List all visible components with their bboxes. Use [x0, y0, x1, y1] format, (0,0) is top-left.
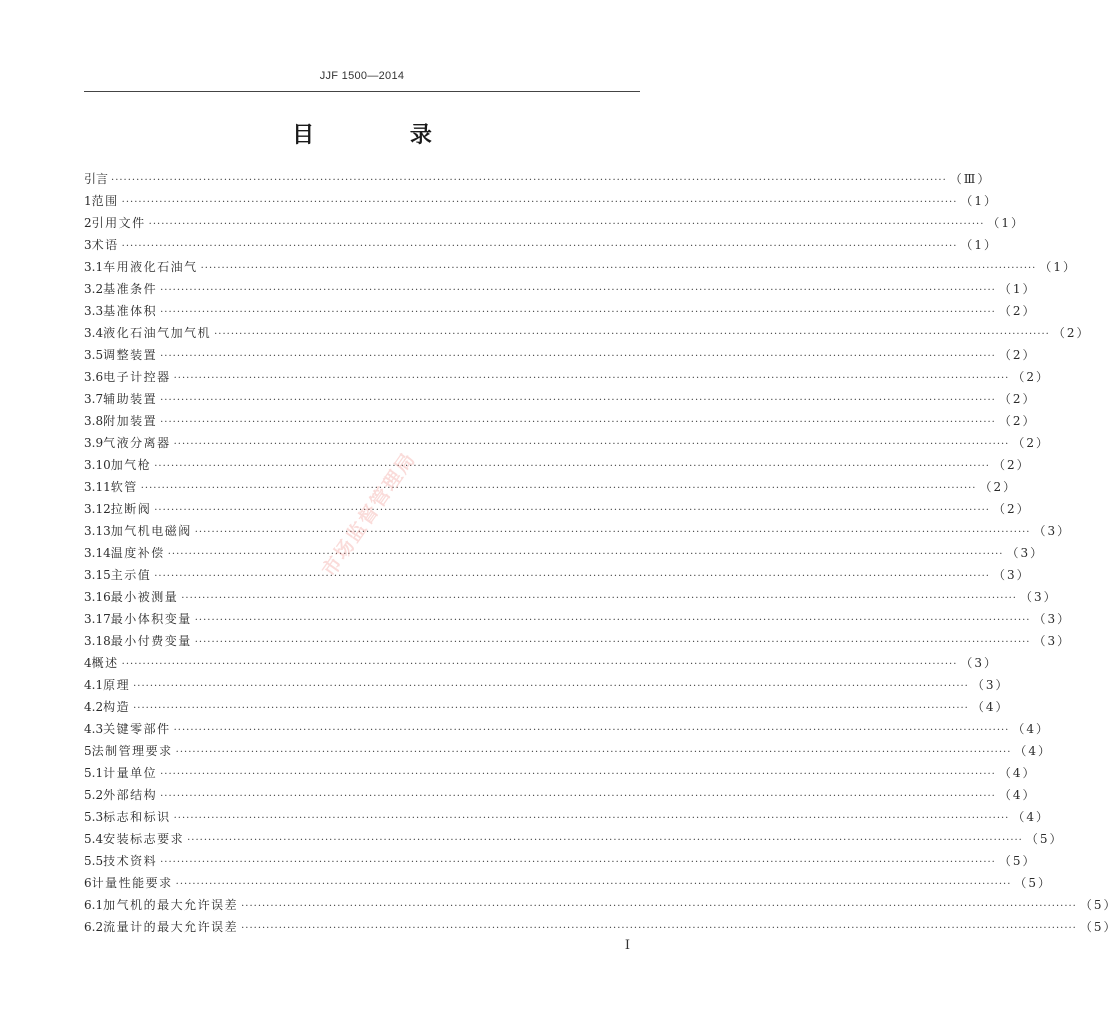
- toc-entry-number: 5.3: [84, 810, 104, 824]
- toc-entry-page: （1）: [998, 282, 1037, 296]
- toc-entry-number: 3.7: [84, 392, 104, 406]
- toc-entry: [84, 850, 1037, 872]
- toc-entry-number: 5.4: [84, 832, 104, 846]
- toc-entry-number: 5.2: [84, 788, 104, 802]
- toc-entry: [84, 168, 992, 190]
- toc-entry: [84, 410, 1037, 432]
- toc-leader-dots: ········································································································································································································: [173, 813, 1010, 824]
- toc-entry-page: （2）: [1052, 326, 1091, 340]
- toc-entry: [84, 564, 1031, 586]
- toc-entry-number: 3.16: [84, 590, 111, 604]
- toc-entry-label: 附加装置: [103, 414, 158, 428]
- toc-entry: [84, 366, 1050, 388]
- toc-leader-dots: ········································································································································································································: [154, 571, 990, 582]
- toc-entry-page: （1）: [960, 238, 999, 252]
- toc-entry: [84, 256, 1077, 278]
- toc-entry-page: （2）: [998, 348, 1037, 362]
- toc-entry-number: 3.5: [84, 348, 104, 362]
- toc-entry-label: 气液分离器: [103, 436, 171, 450]
- toc-entry-label: 流量计的最大允许误差: [103, 920, 239, 934]
- toc-leader-dots: ········································································································································································································: [140, 483, 977, 494]
- toc-leader-dots: ········································································································································································································: [173, 373, 1010, 384]
- toc-entry: [84, 388, 1037, 410]
- toc-entry: [84, 784, 1037, 806]
- toc-entry: [84, 454, 1031, 476]
- toc-leader-dots: ········································································································································································································: [111, 175, 947, 186]
- toc-entry-label: 标志和标识: [103, 810, 171, 824]
- toc-entry-number: 3.1: [84, 260, 104, 274]
- toc-entry-label: 概述: [91, 656, 119, 670]
- toc-entry: [84, 190, 999, 212]
- toc-leader-dots: ········································································································································································································: [160, 307, 996, 318]
- toc-entry-number: 6.2: [84, 920, 104, 934]
- toc-leader-dots: ········································································································································································································: [160, 769, 996, 780]
- toc-entry: [84, 872, 1053, 894]
- toc-leader-dots: ········································································································································································································: [154, 461, 990, 472]
- toc-entry: [84, 586, 1058, 608]
- toc-entry-page: （5）: [1014, 876, 1053, 890]
- toc-leader-dots: ········································································································································································································: [194, 527, 1031, 538]
- toc-entry: [84, 674, 1010, 696]
- toc-leader-dots: ········································································································································································································: [194, 615, 1031, 626]
- toc-entry-page: （3）: [1033, 634, 1072, 648]
- toc-entry: [84, 696, 1010, 718]
- toc-leader-dots: ········································································································································································································: [121, 197, 958, 208]
- toc-entry: [84, 652, 999, 674]
- toc-entry-page: （2）: [998, 304, 1037, 318]
- toc-entry-label: 原理: [103, 678, 131, 692]
- page-title: 目 录: [292, 122, 476, 148]
- toc-entry-page: （Ⅲ）: [949, 172, 992, 186]
- toc-entry: [84, 630, 1072, 652]
- toc-entry: [84, 300, 1037, 322]
- toc-entry-page: （4）: [998, 766, 1037, 780]
- toc-entry-page: （3）: [1019, 590, 1058, 604]
- toc-entry-number: 3.6: [84, 370, 104, 384]
- toc-entry-number: 3: [84, 238, 92, 252]
- toc-entry-page: （2）: [1012, 370, 1050, 384]
- toc-entry-number: 4: [84, 656, 92, 670]
- toc-entry: [84, 894, 1118, 916]
- toc-entry-page: （4）: [1012, 810, 1050, 824]
- toc-entry-number: 3.3: [84, 304, 104, 318]
- toc-entry-page: （3）: [971, 678, 1010, 692]
- toc-entry-number: 2: [84, 216, 92, 230]
- toc-leader-dots: ········································································································································································································: [214, 329, 1050, 340]
- toc-leader-dots: ········································································································································································································: [194, 637, 1031, 648]
- toc-entry-number: 3.4: [84, 326, 104, 340]
- toc-entry-page: （5）: [1079, 898, 1118, 912]
- page-number: I: [624, 938, 630, 953]
- toc-entry-number: 3.11: [84, 480, 111, 494]
- toc-entry-page: （4）: [1014, 744, 1053, 758]
- toc-entry-label: 加气枪: [110, 458, 152, 472]
- toc-entry-page: （3）: [1033, 612, 1072, 626]
- toc-entry-number: 6: [84, 876, 92, 890]
- toc-entry-number: 5.5: [84, 854, 104, 868]
- header-divider: [84, 91, 640, 92]
- toc-entry: [84, 828, 1064, 850]
- toc-entry-page: （5）: [998, 854, 1037, 868]
- toc-entry-label: 计量性能要求: [91, 876, 173, 890]
- toc-entry-page: （3）: [1033, 524, 1072, 538]
- toc-entry-number: 3.14: [84, 546, 111, 560]
- toc-entry-number: 3.2: [84, 282, 104, 296]
- toc-entry-page: （1）: [1039, 260, 1077, 274]
- toc-entry-label: 辅助装置: [103, 392, 158, 406]
- toc-entry-label: 最小被测量: [110, 590, 179, 604]
- toc-leader-dots: ········································································································································································································: [154, 505, 990, 516]
- toc-entry-number: 3.15: [84, 568, 111, 582]
- toc-leader-dots: ········································································································································································································: [173, 725, 1010, 736]
- toc-entry-number: 3.9: [84, 436, 104, 450]
- toc-leader-dots: ········································································································································································································: [133, 681, 969, 692]
- toc-leader-dots: ········································································································································································································: [133, 703, 969, 714]
- toc-entry-label: 加气机的最大允许误差: [103, 898, 239, 912]
- toc-entry-label: 加气机电磁阀: [110, 524, 192, 538]
- toc-entry: [84, 762, 1037, 784]
- toc-entry: [84, 212, 1026, 234]
- toc-entry-number: 1: [84, 194, 92, 208]
- toc-entry-number: 5.1: [84, 766, 104, 780]
- toc-entry-page: （2）: [992, 502, 1031, 516]
- toc-leader-dots: ········································································································································································································: [173, 439, 1010, 450]
- toc-entry-label: 术语: [91, 238, 119, 252]
- toc-entry-number: 6.1: [84, 898, 104, 912]
- toc-entry: [84, 718, 1050, 740]
- toc-entry-label: 电子计控器: [103, 370, 171, 384]
- toc-entry-page: （1）: [987, 216, 1026, 230]
- toc-leader-dots: ········································································································································································································: [187, 835, 1023, 846]
- toc-entry-page: （3）: [1006, 546, 1045, 560]
- toc-entry-page: （2）: [1012, 436, 1050, 450]
- toc-entry-label: 软管: [110, 480, 138, 494]
- toc-leader-dots: ········································································································································································································: [160, 791, 996, 802]
- toc-entry: [84, 234, 999, 256]
- watermark-stamp: 市场监督管理局: [318, 447, 421, 581]
- toc-entry: [84, 740, 1053, 762]
- toc-entry-number: 4.1: [84, 678, 104, 692]
- toc-entry: [84, 344, 1037, 366]
- toc-entry-number: 3.8: [84, 414, 104, 428]
- toc-entry-number: 5: [84, 744, 92, 758]
- toc-entry-label: 温度补偿: [110, 546, 165, 560]
- toc-entry-number: 引言: [84, 172, 109, 186]
- toc-entry-label: 范围: [91, 194, 119, 208]
- toc-entry: [84, 322, 1091, 344]
- toc-leader-dots: ········································································································································································································: [160, 857, 996, 868]
- toc-entry-number: 3.18: [84, 634, 111, 648]
- toc-entry-page: （1）: [960, 194, 999, 208]
- toc-entry-label: 安装标志要求: [103, 832, 185, 846]
- toc-entry-number: 3.10: [84, 458, 111, 472]
- toc-entry-label: 关键零部件: [103, 722, 171, 736]
- toc-entry: [84, 476, 1018, 498]
- toc-leader-dots: ········································································································································································································: [160, 285, 996, 296]
- toc-entry-label: 构造: [103, 700, 131, 714]
- toc-entry: [84, 916, 1118, 938]
- toc-entry-page: （3）: [960, 656, 999, 670]
- toc-entry-label: 基准条件: [103, 282, 158, 296]
- toc-entry: [84, 608, 1072, 630]
- toc-leader-dots: ········································································································································································································: [121, 659, 958, 670]
- toc-leader-dots: ········································································································································································································: [175, 879, 1012, 890]
- toc-entry-label: 调整装置: [103, 348, 158, 362]
- toc-leader-dots: ········································································································································································································: [160, 351, 996, 362]
- table-of-contents: [84, 168, 1118, 938]
- toc-leader-dots: ········································································································································································································: [167, 549, 1004, 560]
- toc-entry-page: （2）: [992, 458, 1031, 472]
- toc-entry-label: 技术资料: [103, 854, 158, 868]
- toc-leader-dots: ········································································································································································································: [148, 219, 985, 230]
- toc-entry-label: 车用液化石油气: [103, 260, 198, 274]
- toc-leader-dots: ········································································································································································································: [200, 263, 1037, 274]
- toc-entry-page: （4）: [971, 700, 1010, 714]
- toc-entry-number: 3.17: [84, 612, 111, 626]
- toc-entry-label: 外部结构: [103, 788, 158, 802]
- toc-entry-number: 3.12: [84, 502, 111, 516]
- toc-entry-number: 4.3: [84, 722, 104, 736]
- toc-leader-dots: ········································································································································································································: [175, 747, 1012, 758]
- document-code-header: JJF 1500—2014: [319, 70, 405, 82]
- toc-entry-label: 最小体积变量: [110, 612, 192, 626]
- toc-entry: [84, 432, 1050, 454]
- toc-entry-number: 4.2: [84, 700, 104, 714]
- toc-entry-label: 引用文件: [91, 216, 146, 230]
- toc-entry-label: 计量单位: [103, 766, 158, 780]
- toc-entry-label: 基准体积: [103, 304, 158, 318]
- toc-leader-dots: ········································································································································································································: [160, 395, 996, 406]
- toc-entry-page: （2）: [979, 480, 1018, 494]
- toc-entry-label: 法制管理要求: [91, 744, 173, 758]
- toc-entry-label: 拉断阀: [110, 502, 152, 516]
- toc-leader-dots: ········································································································································································································: [160, 417, 996, 428]
- toc-entry: [84, 278, 1037, 300]
- toc-leader-dots: ········································································································································································································: [121, 241, 958, 252]
- toc-entry-page: （2）: [998, 392, 1037, 406]
- toc-entry-page: （5）: [1025, 832, 1064, 846]
- toc-entry-label: 最小付费变量: [110, 634, 192, 648]
- toc-entry-page: （4）: [998, 788, 1037, 802]
- toc-entry-label: 主示值: [110, 568, 152, 582]
- toc-leader-dots: ········································································································································································································: [241, 901, 1077, 912]
- toc-leader-dots: ········································································································································································································: [241, 923, 1077, 934]
- toc-leader-dots: ········································································································································································································: [181, 593, 1017, 604]
- toc-entry-number: 3.13: [84, 524, 111, 538]
- toc-entry: [84, 806, 1050, 828]
- toc-entry-page: （2）: [998, 414, 1037, 428]
- toc-entry-page: （3）: [992, 568, 1031, 582]
- toc-entry-page: （4）: [1012, 722, 1050, 736]
- toc-entry-page: （5）: [1079, 920, 1118, 934]
- toc-entry-label: 液化石油气加气机: [103, 326, 212, 340]
